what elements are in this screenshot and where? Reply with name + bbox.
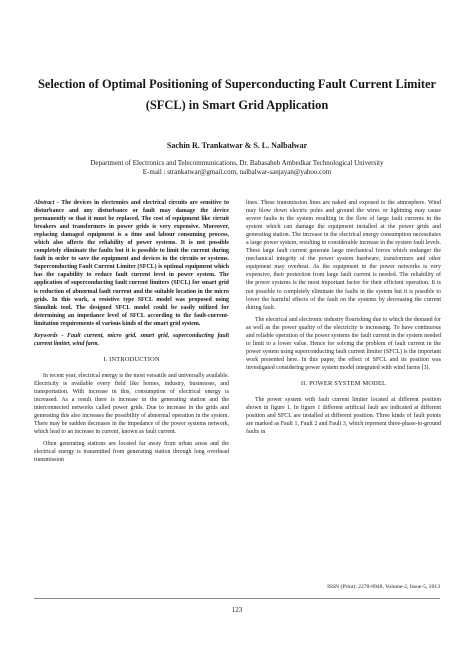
abstract-label: Abstract: [34, 200, 55, 206]
left-column: [34, 199, 229, 468]
intro-paragraph-continued: lines. These transmission lines are naked and exposed to the atmosphere. Wind may blow down electric poles and ground the wires or lightning may cause severe faults in the system resulting in the flow of large fault currents in the system which can damage the equipment installed at the power grids and generating station. The increase in the electrical energy consumption necessitates a large power system, resulting in considerable increase in the system fault levels. These large fault current generate large mechanical forces which endanger the mechanical integrity of the power system hardware, transformers and other equipment may overheat. As the equipment in the power networks is very expensive, their protection from large fault current is needed. The reliability of the power systems is the most important factor for their efficient operation. It is not possible to completely eliminate the faults in the system but it is possible to lower the harmful effects of the fault on the systems by decreasing the current during fault.: [246, 200, 441, 311]
keywords-text: - Fault current, micro grid, smart grid, superconducting fault current limiter, wind farm.: [34, 332, 229, 347]
intro-paragraph-2: Often generating stations are located far away from urban areas and the electrical energy is transmitted from generating station through long overhead transmission: [34, 441, 229, 464]
section-heading-power-system-model: II. POWER SYSTEM MODEL: [300, 379, 387, 387]
paper-title: Selection of Optimal Positioning of Superconducting Fault Current Limiter (SFCL) in Smart Grid Application: [37, 77, 437, 112]
abstract-text: - The devices in electronics and electrical circuits are sensitive to disturbance and any disturbance or fault may damage the device permanently so that it must be replaced. The cost of equipment like circuit breakers and transformers in power grids is very expensive. Moreover, replacing damaged equipment is a time and labour consuming process, which also affects the reliability of power systems. It is not possible completely eliminate the faults but it is possible to limit the current during fault in order to save the equipment and devices in the circuits or systems. Superconducting Fault Current Limiter (SFCL) is optimal equipment which has the capability to reduce fault current level in power system. The application of superconducting fault current limiters (SFCL) for smart grid is reduction of abnormal fault current and the suitable location in the micro grids. In this work, a resistive type SFCL model was proposed using Simulink tool. The designed SFCL model could be easily utilized for determining an impedance level of SFCL according to the fault-current-limitation requirements of various kinds of the smart grid system.: [34, 200, 229, 327]
model-paragraph-1: The power system with fault current limiter located at different position shown in figure 1. In figure 1 different artificial fault are indicated at different position and SFCL are installed at different position. Three kinds of fault points are marked as Fault 1, Fault 2 and Fault 3, which represent three-phase-to-ground faults in: [246, 397, 441, 436]
footer-issn: ISSN (Print): 2278-8948, Volume-2, Issue-5, 2013: [327, 584, 440, 590]
keywords-label: Keywords: [34, 332, 58, 339]
right-column: [246, 199, 441, 440]
paper-authors: Sachin R. Trankatwar & S. L. Nalbalwar: [166, 141, 308, 150]
author-email: E-mail : strankatwar@gmail.com, nalbalwar-sanjayan@yahoo.com: [142, 168, 332, 176]
intro-paragraph-3: The electrical and electronic industry flourishing due to which the demand for as well as the power quality of the electricity is increasing. To have continuous and reliable operation of the power systems the fault current in the system needed to limit to a lower value. Hence for solving the problem of fault current in the power system using superconducting fault current limiter (SFCL) is the important work presented here. In this paper, the effect of SFCL and its position was investigated considering power system model integrated with wind farms [3].: [246, 316, 441, 371]
footer-rule: [34, 598, 440, 599]
section-heading-introduction: I. INTRODUCTION: [103, 355, 160, 363]
abstract: [34, 199, 229, 328]
page-number: 123: [231, 606, 243, 614]
author-affiliation-block: [30, 159, 444, 177]
keywords: [34, 332, 229, 348]
author-affiliation: Department of Electronics and Telecommunications, Dr. Babasaheb Ambedkar Technological University: [90, 159, 384, 167]
intro-paragraph-1: In recent year, electrical energy is the most versatile and universally available. Electricity is available every field like homes, industry, businesses, and transportation. With increase in this, consumption of electrical energy is increased. As a result there is increase in the generating station and the interconnected networks called power grids. Due to increase in the grids and generating this also increases the possibility of abnormal operation in the system. There may be sudden decreases in the impedance of the power systems network, which lead to an increase in current, known as fault current.: [34, 372, 229, 436]
